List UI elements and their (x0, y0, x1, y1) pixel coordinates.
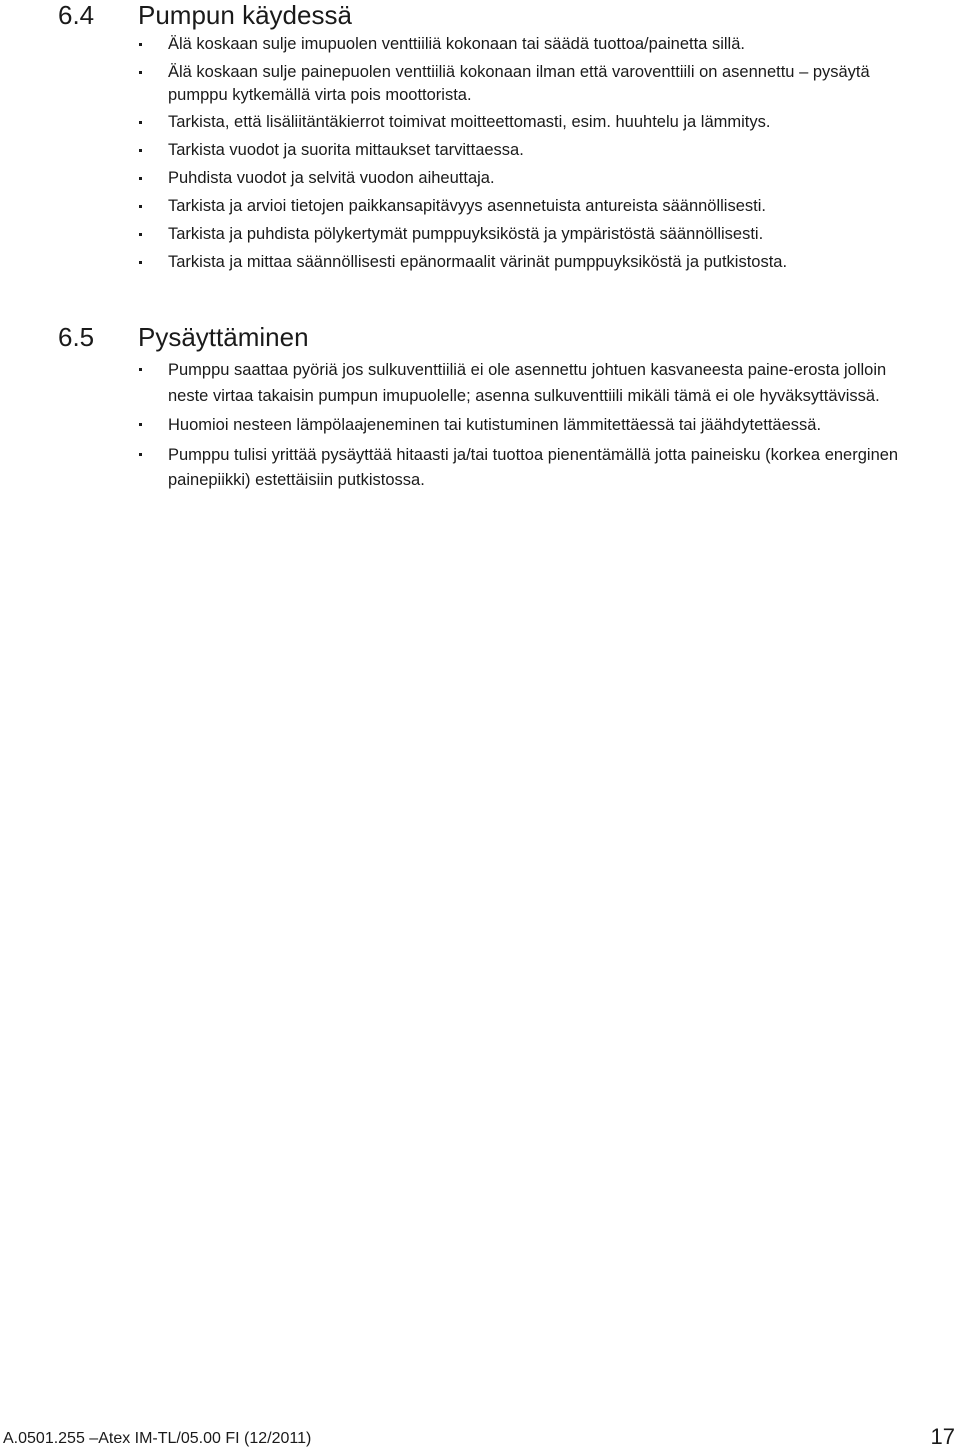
section-number: 6.4 (58, 0, 95, 30)
list-item: Pumppu tulisi yrittää pysäyttää hitaasti ja/tai tuottoa pienentämällä jotta paineisku (korkea energinen painepiikki) estettäisiin putkistossa. (138, 443, 918, 494)
list-item: Tarkista ja mittaa säännöllisesti epänormaalit värinät pumppuyksiköstä ja putkistosta. (138, 251, 918, 274)
list-item: Älä koskaan sulje imupuolen venttiiliä kokonaan tai säädä tuottoa/painetta sillä. (138, 33, 918, 56)
list-item: Tarkista ja puhdista pölykertymät pumppuyksiköstä ja ympäristöstä säännöllisesti. (138, 223, 918, 246)
list-item: Pumppu saattaa pyöriä jos sulkuventtiiliä ei ole asennettu johtuen kasvaneesta paine-erosta jolloin neste virtaa takaisin pumpun imupuolelle; asenna sulkuventtiili mikäli tämä ei ole hyväksyttävissä. (138, 358, 918, 409)
section-title: Pumpun käydessä (138, 0, 352, 30)
bullet-list (138, 358, 918, 494)
list-item: Tarkista, että lisäliitäntäkierrot toimivat moitteettomasti, esim. huuhtelu ja lämmitys. (138, 111, 918, 134)
page-number: 17 (930, 1424, 955, 1449)
list-item: Tarkista ja arvioi tietojen paikkansapitävyys asennetuista antureista säännöllisesti. (138, 195, 918, 218)
section-heading (58, 322, 918, 352)
section-number: 6.5 (58, 322, 95, 352)
bullet-list (138, 33, 918, 274)
section-title: Pysäyttäminen (138, 322, 309, 352)
section-6-5 (58, 322, 918, 498)
list-item: Tarkista vuodot ja suorita mittaukset tarvittaessa. (138, 139, 918, 162)
section-6-4 (58, 0, 918, 279)
list-item: Älä koskaan sulje painepuolen venttiiliä kokonaan ilman että varoventtiili on asennettu – pysäytä pumppu kytkemällä virta pois moottorista. (138, 61, 918, 107)
page-footer (0, 1424, 960, 1454)
section-heading (58, 0, 918, 30)
list-item: Huomioi nesteen lämpölaajeneminen tai kutistuminen lämmitettäessä tai jäähdytettäessä. (138, 413, 918, 439)
list-item: Puhdista vuodot ja selvitä vuodon aiheuttaja. (138, 167, 918, 190)
document-code: A.0501.255 –Atex IM-TL/05.00 FI (12/2011) (3, 1430, 312, 1447)
